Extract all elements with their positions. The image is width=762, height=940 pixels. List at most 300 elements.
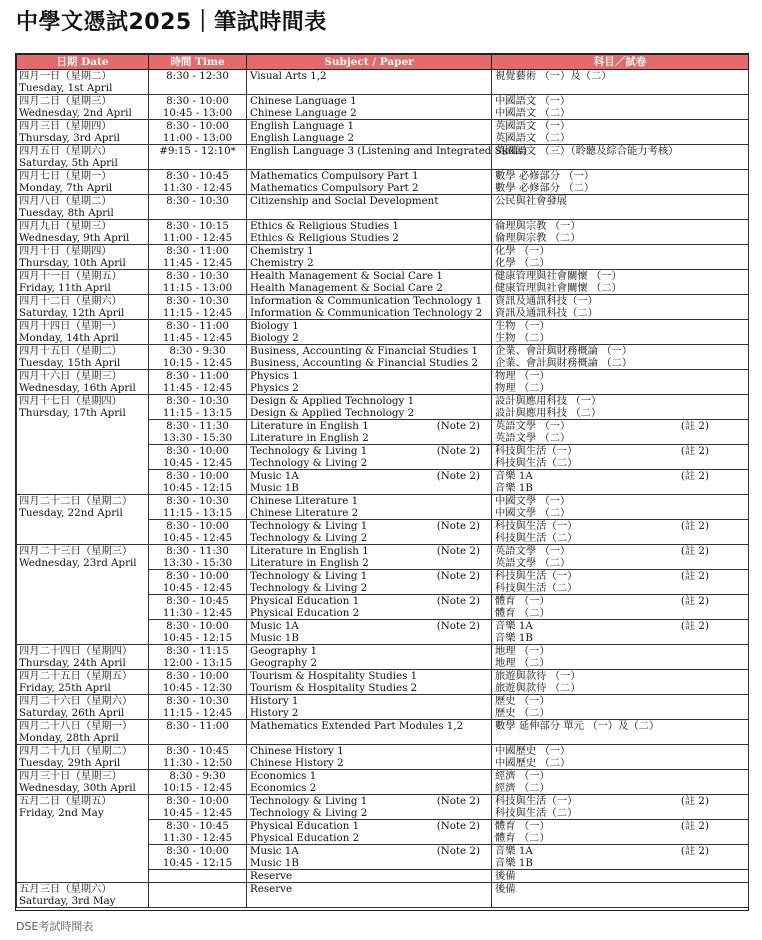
subject-text: Music 1B: [250, 632, 299, 644]
subject-line: [250, 845, 488, 857]
paper-text: 體育 （二）: [495, 607, 550, 619]
paper-cell: [492, 470, 749, 495]
note-zh-label: (註 2): [680, 820, 709, 832]
subject-line: [250, 682, 488, 694]
paper-line: [495, 170, 745, 182]
paper-cell: [492, 745, 749, 770]
note-label: (Note 2): [436, 620, 480, 632]
note-zh-label: (註 2): [680, 520, 709, 532]
paper-text: 中國語文 （二）: [495, 107, 571, 119]
note-label: (Note 2): [436, 570, 480, 582]
subject-line: [250, 883, 488, 895]
paper-line: [495, 445, 745, 457]
date-line: 四月二十九日（星期二）: [19, 745, 133, 757]
time-line: 10:45 - 12:15: [162, 857, 233, 869]
paper-text: 資訊及通訊科技（一）: [495, 295, 598, 307]
paper-text: 音樂 1A: [495, 845, 533, 857]
date-line: Saturday, 3rd May: [19, 895, 116, 907]
exam-timetable: [16, 55, 749, 908]
subject-line: [250, 520, 488, 532]
subject-line: [250, 307, 488, 319]
time-line: 8:30 - 10:00: [166, 95, 229, 107]
time-cell: [149, 645, 247, 670]
subject-text: Technology & Living 2: [250, 457, 368, 469]
paper-line: [495, 795, 745, 807]
table-row: [17, 345, 749, 370]
table-row: [17, 670, 749, 695]
paper-text: 中國文學 （二）: [495, 507, 571, 519]
page-title: 中學文憑試2025｜筆試時間表: [16, 10, 327, 35]
subject-line: [250, 170, 488, 182]
table-row: [17, 695, 749, 720]
paper-line: [495, 95, 745, 107]
time-cell: [149, 145, 247, 170]
table-row: [17, 395, 749, 420]
date-line: 四月十四日（星期一）: [19, 320, 122, 332]
paper-text: 科技與生活（二）: [495, 532, 578, 544]
time-line: 10:45 - 12:15: [162, 632, 233, 644]
paper-text: 英國語文 （三）（聆聽及綜合能力考核）: [495, 145, 679, 157]
time-cell: [149, 883, 247, 908]
paper-cell: [492, 820, 749, 845]
time-cell: [149, 270, 247, 295]
subject-text: Chinese Literature 1: [250, 495, 359, 507]
paper-text: 資訊及通訊科技（二）: [495, 307, 598, 319]
paper-cell: [492, 270, 749, 295]
paper-text: 視覺藝術 （一）及（二）: [495, 70, 612, 82]
paper-line: [495, 332, 745, 344]
subject-cell: [247, 295, 492, 320]
date-cell: [17, 295, 149, 320]
date-line: 四月二十六日（星期六）: [19, 695, 133, 707]
subject-text: Technology & Living 2: [250, 807, 368, 819]
date-line: 四月五日（星期六）: [19, 145, 112, 157]
paper-cell: [492, 445, 749, 470]
date-line: 四月十六日（星期三）: [19, 370, 122, 382]
date-line: Saturday, 26th April: [19, 707, 125, 719]
paper-text: 化學 （一）: [495, 245, 550, 257]
time-line: 8:30 - 10:00: [166, 845, 229, 857]
header-row: [17, 55, 749, 70]
table-row: [17, 883, 749, 908]
paper-cell: [492, 620, 749, 645]
date-line: 四月七日（星期一）: [19, 170, 112, 182]
paper-cell: [492, 245, 749, 270]
paper-line: [495, 695, 745, 707]
paper-text: 中國語文 （一）: [495, 95, 571, 107]
time-line: [151, 883, 244, 895]
subject-text: Design & Applied Technology 1: [250, 395, 415, 407]
paper-line: [495, 720, 745, 732]
paper-text: 體育 （二）: [495, 832, 550, 844]
paper-line: [495, 320, 745, 332]
subject-line: [250, 282, 488, 294]
subject-text: Tourism & Hospitality Studies 1: [250, 670, 418, 682]
date-line: 四月一日（星期二）: [19, 70, 112, 82]
paper-text: 物理 （二）: [495, 382, 550, 394]
time-cell: [149, 770, 247, 795]
paper-cell: [492, 95, 749, 120]
paper-line: [495, 807, 745, 819]
paper-line: [495, 520, 745, 532]
subject-text: Technology & Living 1: [250, 795, 368, 807]
date-line: 四月二十二日（星期二）: [19, 495, 133, 507]
time-line: 8:30 - 10:00: [166, 120, 229, 132]
subject-line: [250, 707, 488, 719]
paper-cell: [492, 520, 749, 545]
date-line: 四月十一日（星期五）: [19, 270, 122, 282]
table-row: [17, 545, 749, 570]
paper-text: 設計與應用科技 （一）: [495, 395, 602, 407]
date-cell: [17, 370, 149, 395]
subject-text: Technology & Living 1: [250, 445, 368, 457]
table-row: [17, 745, 749, 770]
subject-cell: [247, 220, 492, 245]
date-line: Wednesday, 9th April: [19, 232, 130, 244]
subject-cell: [247, 95, 492, 120]
paper-cell: [492, 770, 749, 795]
date-cell: [17, 545, 149, 645]
time-line: 10:45 - 12:30: [162, 682, 233, 694]
subject-cell: [247, 795, 492, 820]
note-zh-label: (註 2): [680, 470, 709, 482]
paper-text: 化學 （二）: [495, 257, 550, 269]
table-row: [17, 645, 749, 670]
subject-text: Physics 1: [250, 370, 299, 382]
paper-cell: [492, 570, 749, 595]
time-line: 8:30 - 10:30: [166, 695, 229, 707]
note-label: (Note 2): [436, 595, 480, 607]
paper-line: [495, 257, 745, 269]
timetable-body: [17, 70, 749, 908]
paper-text: 科技與生活（一）: [495, 520, 578, 532]
paper-text: 經濟 （一）: [495, 770, 550, 782]
subject-text: Literature in English 1: [250, 545, 369, 557]
paper-line: [495, 557, 745, 569]
paper-text: 企業、會計與財務概論 （二）: [495, 357, 633, 369]
subject-line: [250, 582, 488, 594]
time-line: 8:30 - 10:30: [166, 395, 229, 407]
note-zh-label: (註 2): [680, 845, 709, 857]
time-cell: [149, 670, 247, 695]
paper-text: 生物 （二）: [495, 332, 550, 344]
paper-line: [495, 195, 745, 207]
date-line: Wednesday, 23rd April: [19, 557, 137, 569]
date-cell: [17, 695, 149, 720]
time-line: 10:45 - 13:00: [162, 107, 233, 119]
date-line: Monday, 7th April: [19, 182, 113, 194]
paper-line: [495, 70, 745, 82]
subject-line: [250, 570, 488, 582]
subject-text: English Language 2: [250, 132, 354, 144]
date-cell: [17, 345, 149, 370]
table-row: [17, 770, 749, 795]
timetable-sheet: [15, 53, 749, 911]
date-line: 四月十日（星期四）: [19, 245, 112, 257]
paper-cell: [492, 320, 749, 345]
paper-cell: [492, 795, 749, 820]
time-line: 11:15 - 13:00: [162, 282, 233, 294]
subject-cell: [247, 195, 492, 220]
table-row: [17, 720, 749, 745]
time-line: 8:30 - 11:30: [166, 420, 229, 432]
subject-text: Tourism & Hospitality Studies 2: [250, 682, 418, 694]
paper-text: 地理 （二）: [495, 657, 550, 669]
subject-line: [250, 482, 488, 494]
paper-text: 音樂 1B: [495, 632, 533, 644]
header-time: 時間 Time: [149, 55, 247, 70]
subject-cell: [247, 595, 492, 620]
subject-text: Chinese Language 2: [250, 107, 357, 119]
time-line: 11:15 - 13:15: [162, 507, 233, 519]
time-cell: [149, 95, 247, 120]
date-line: 四月三日（星期四）: [19, 120, 112, 132]
date-line: 四月二十八日（星期一）: [19, 720, 133, 732]
paper-text: 數學 延伸部分 單元 （一）及（二）: [495, 720, 660, 732]
time-cell: [149, 595, 247, 620]
paper-cell: [492, 645, 749, 670]
subject-cell: [247, 770, 492, 795]
date-line: 五月二日（星期五）: [19, 795, 112, 807]
subject-line: [250, 870, 488, 882]
note-label: (Note 2): [436, 445, 480, 457]
paper-cell: [492, 220, 749, 245]
time-cell: [149, 745, 247, 770]
header-paper: 科目／試卷: [492, 55, 749, 70]
subject-cell: [247, 270, 492, 295]
paper-text: 中國歷史 （二）: [495, 757, 571, 769]
subject-line: [250, 832, 488, 844]
time-line: 8:30 - 10:30: [166, 195, 229, 207]
subject-line: [250, 370, 488, 382]
paper-line: [495, 470, 745, 482]
date-line: Tuesday, 1st April: [19, 82, 113, 94]
time-line: 8:30 - 10:30: [166, 270, 229, 282]
paper-cell: [492, 420, 749, 445]
subject-text: Technology & Living 2: [250, 532, 368, 544]
table-row: [17, 320, 749, 345]
subject-line: [250, 782, 488, 794]
date-line: 四月二十四日（星期四）: [19, 645, 133, 657]
paper-line: [495, 432, 745, 444]
paper-text: 倫理與宗教 （一）: [495, 220, 581, 232]
note-zh-label: (註 2): [680, 595, 709, 607]
time-line: 11:30 - 12:45: [162, 607, 233, 619]
paper-text: 設計與應用科技 （二）: [495, 407, 602, 419]
time-cell: [149, 820, 247, 845]
time-line: 8:30 - 10:45: [166, 745, 229, 757]
subject-text: Music 1A: [250, 470, 299, 482]
note-zh-label: (註 2): [680, 570, 709, 582]
paper-text: 英語文學 （一）: [495, 420, 571, 432]
subject-cell: [247, 845, 492, 870]
time-cell: [149, 295, 247, 320]
subject-cell: [247, 495, 492, 520]
time-cell: [149, 570, 247, 595]
subject-cell: [247, 395, 492, 420]
table-row: [17, 120, 749, 145]
subject-text: Business, Accounting & Financial Studies 2: [250, 357, 478, 369]
table-row: [17, 295, 749, 320]
time-cell: [149, 220, 247, 245]
time-line: 11:45 - 12:45: [162, 382, 233, 394]
date-line: 四月十五日（星期二）: [19, 345, 122, 357]
paper-line: [495, 607, 745, 619]
paper-text: 體育 （一）: [495, 595, 550, 607]
subject-text: Design & Applied Technology 2: [250, 407, 415, 419]
subject-line: [250, 857, 488, 869]
paper-text: 公民與社會發展: [495, 195, 568, 207]
subject-line: [250, 270, 488, 282]
paper-text: 科技與生活（二）: [495, 457, 578, 469]
subject-cell: [247, 883, 492, 908]
time-line: 8:30 - 10:15: [166, 220, 229, 232]
paper-line: [495, 307, 745, 319]
date-line: Monday, 14th April: [19, 332, 119, 344]
subject-text: Physical Education 2: [250, 832, 360, 844]
time-cell: [149, 420, 247, 445]
date-line: 四月二十五日（星期五）: [19, 670, 133, 682]
time-cell: [149, 445, 247, 470]
paper-cell: [492, 70, 749, 95]
paper-text: 科技與生活（一）: [495, 445, 578, 457]
date-cell: [17, 745, 149, 770]
subject-line: [250, 332, 488, 344]
paper-line: [495, 270, 745, 282]
subject-line: [250, 470, 488, 482]
subject-text: Geography 1: [250, 645, 318, 657]
subject-text: Citizenship and Social Development: [250, 195, 439, 207]
subject-text: Literature in English 2: [250, 557, 369, 569]
paper-text: 科技與生活（二）: [495, 582, 578, 594]
time-line: 8:30 - 10:00: [166, 670, 229, 682]
paper-text: 生物 （一）: [495, 320, 550, 332]
paper-line: [495, 495, 745, 507]
subject-line: [250, 382, 488, 394]
image-caption: DSE考試時間表: [16, 920, 94, 933]
table-row: [17, 370, 749, 395]
subject-text: Visual Arts 1,2: [250, 70, 327, 82]
date-line: 四月三十日（星期三）: [19, 770, 122, 782]
subject-text: Health Management & Social Care 1: [250, 270, 443, 282]
paper-line: [495, 570, 745, 582]
paper-text: 旅遊與款待 （一）: [495, 670, 581, 682]
time-line: 8:30 - 10:00: [166, 445, 229, 457]
date-line: Friday, 2nd May: [19, 807, 104, 819]
subject-text: Economics 1: [250, 770, 317, 782]
date-line: Monday, 28th April: [19, 732, 119, 744]
time-line: 8:30 - 11:30: [166, 545, 229, 557]
paper-text: 經濟 （二）: [495, 782, 550, 794]
date-line: Friday, 11th April: [19, 282, 111, 294]
paper-line: [495, 707, 745, 719]
subject-text: Health Management & Social Care 2: [250, 282, 443, 294]
date-line: Thursday, 17th April: [19, 407, 126, 419]
date-line: 四月八日（星期二）: [19, 195, 112, 207]
subject-text: Physical Education 1: [250, 595, 360, 607]
date-cell: [17, 220, 149, 245]
time-line: 11:45 - 12:45: [162, 257, 233, 269]
paper-line: [495, 632, 745, 644]
subject-cell: [247, 70, 492, 95]
date-cell: [17, 795, 149, 883]
paper-text: 中國歷史 （一）: [495, 745, 571, 757]
time-line: 8:30 - 10:30: [166, 495, 229, 507]
paper-cell: [492, 845, 749, 870]
paper-line: [495, 745, 745, 757]
date-cell: [17, 770, 149, 795]
paper-text: 企業、會計與財務概論 （一）: [495, 345, 633, 357]
subject-line: [250, 70, 488, 82]
subject-text: Biology 1: [250, 320, 299, 332]
date-line: Thursday, 3rd April: [19, 132, 120, 144]
subject-cell: [247, 320, 492, 345]
time-line: #9:15 - 12:10*: [159, 145, 236, 157]
note-label: (Note 2): [436, 845, 480, 857]
subject-text: Chinese Literature 2: [250, 507, 359, 519]
header-date: 日期 Date: [17, 55, 149, 70]
date-line: 四月十七日（星期四）: [19, 395, 122, 407]
paper-line: [495, 245, 745, 257]
time-line: 8:30 - 11:15: [166, 645, 229, 657]
paper-text: 後備: [495, 870, 516, 882]
time-line: 8:30 - 11:00: [166, 245, 229, 257]
subject-text: Physics 2: [250, 382, 299, 394]
paper-line: [495, 682, 745, 694]
paper-line: [495, 107, 745, 119]
paper-text: 音樂 1B: [495, 857, 533, 869]
paper-cell: [492, 720, 749, 745]
date-cell: [17, 270, 149, 295]
paper-text: 數學 必修部分 （一）: [495, 170, 595, 182]
paper-cell: [492, 170, 749, 195]
subject-line: [250, 320, 488, 332]
subject-text: Chinese History 2: [250, 757, 344, 769]
paper-line: [495, 220, 745, 232]
time-line: 11:15 - 13:15: [162, 407, 233, 419]
subject-line: [250, 532, 488, 544]
date-line: 四月十二日（星期六）: [19, 295, 122, 307]
paper-cell: [492, 395, 749, 420]
paper-line: [495, 670, 745, 682]
subject-line: [250, 220, 488, 232]
note-zh-label: (註 2): [680, 420, 709, 432]
subject-text: Biology 2: [250, 332, 299, 344]
paper-line: [495, 370, 745, 382]
subject-line: [250, 445, 488, 457]
time-cell: [149, 245, 247, 270]
paper-text: 體育 （一）: [495, 820, 550, 832]
paper-line: [495, 382, 745, 394]
paper-text: 中國文學 （一）: [495, 495, 571, 507]
subject-text: Chinese History 1: [250, 745, 344, 757]
time-cell: [149, 495, 247, 520]
subject-text: Music 1B: [250, 482, 299, 494]
subject-line: [250, 420, 488, 432]
paper-line: [495, 282, 745, 294]
paper-line: [495, 770, 745, 782]
paper-text: 後備: [495, 883, 516, 895]
paper-text: 英語文學 （二）: [495, 557, 571, 569]
time-line: 11:00 - 12:45: [162, 232, 233, 244]
paper-cell: [492, 670, 749, 695]
time-cell: [149, 195, 247, 220]
paper-cell: [492, 120, 749, 145]
time-line: 8:30 - 9:30: [169, 345, 226, 357]
paper-line: [495, 595, 745, 607]
subject-line: [250, 295, 488, 307]
subject-text: Technology & Living 1: [250, 570, 368, 582]
